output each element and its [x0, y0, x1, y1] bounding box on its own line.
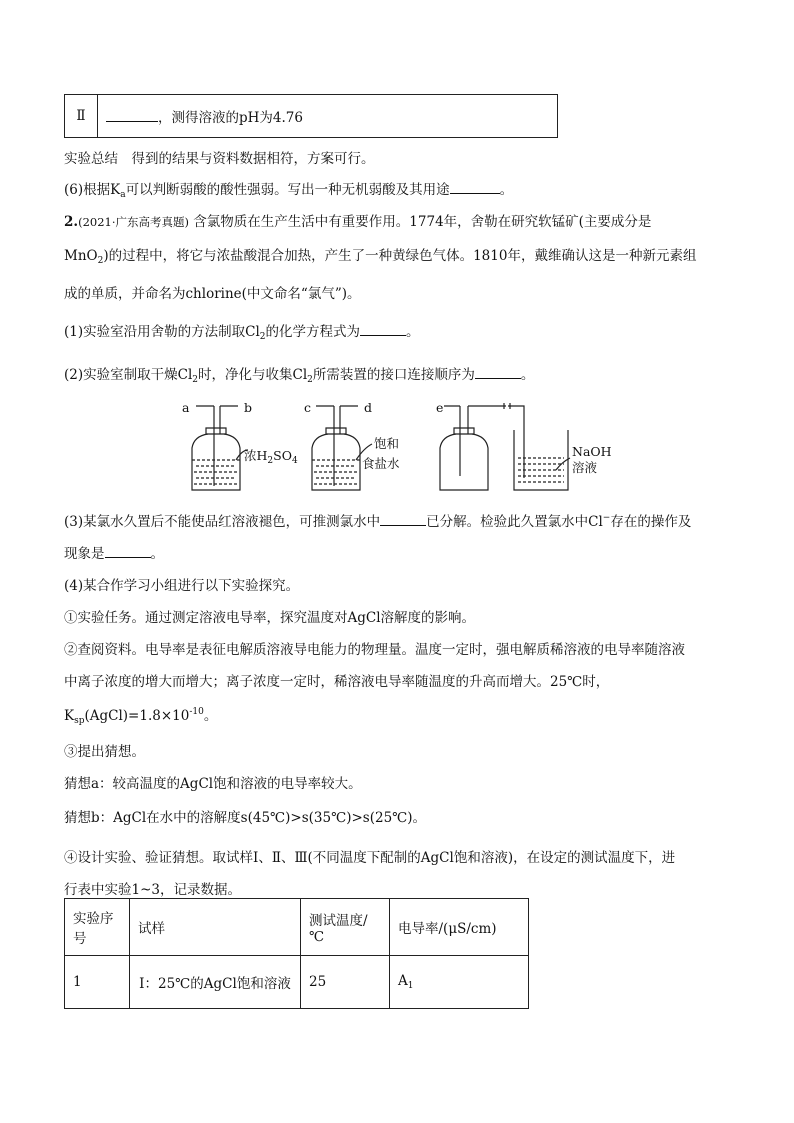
question-2-line1: 2.(2021·广东高考真题) 含氯物质在生产生活中有重要作用。1774年，舍勒在研究软锰矿(主要成分是	[64, 214, 652, 230]
cell-temp: 25	[301, 956, 390, 1009]
port-d: d	[364, 400, 373, 415]
cell-conductivity: $A_1$	[390, 956, 529, 1009]
header-sample: 试样	[130, 899, 301, 956]
label-conc-h2so4: 浓$H_2SO_4$	[244, 448, 298, 466]
answer-blank[interactable]	[380, 513, 426, 526]
part-4: (4)某合作学习小组进行以下实验探究。	[64, 578, 300, 594]
answer-blank[interactable]	[450, 181, 500, 194]
step-4-line2: 行表中实验1~3，记录数据。	[64, 882, 241, 898]
question-2-line3: 成的单质，并命名为chlorine(中文命名“氯气”)。	[64, 286, 361, 302]
label-solution: 溶液	[572, 460, 598, 475]
part-3-line1: (3)某氯水久置后不能使品红溶液褪色，可推测氯水中 已分解。检验此久置氯水中Cl−存在的操作及	[64, 513, 692, 530]
answer-blank[interactable]	[106, 109, 158, 122]
ksp-line: $K_{sp}(AgCl)=1.8\times 10^{-10}$。	[64, 707, 218, 726]
guess-b: 猜想b：AgCl在水中的溶解度s(45℃)>s(35℃)>s(25℃)。	[64, 810, 427, 826]
port-b: b	[244, 400, 253, 415]
question-source: (2021·广东高考真题)	[78, 215, 189, 229]
bottle-conc-h2so4	[192, 406, 240, 490]
summary-line: 实验总结 得到的结果与资料数据相符，方案可行。	[64, 151, 375, 167]
header-conductivity: 电导率/(μS/cm)	[390, 899, 529, 956]
bottle-collection	[440, 403, 524, 490]
table-row	[65, 956, 529, 1009]
port-e: e	[436, 400, 444, 415]
question-6: (6)根据$K_a$可以判断弱酸的酸性强弱。写出一种无机弱酸及其用途 。	[64, 182, 514, 200]
cell-no: 1	[65, 956, 130, 1009]
table-top-text-cell	[98, 95, 558, 138]
answer-blank[interactable]	[475, 366, 521, 379]
cell-sample: Ⅰ：25℃的AgCl饱和溶液	[130, 956, 301, 1009]
table-header-row	[65, 899, 529, 956]
port-c: c	[304, 400, 312, 415]
table-experiments	[64, 898, 529, 1009]
bottle-saturated-brine	[312, 406, 360, 490]
apparatus-diagram	[170, 398, 630, 498]
step-4-line1: ④设计实验、验证猜想。取试样Ⅰ、Ⅱ、Ⅲ(不同温度下配制的AgCl饱和溶液)，在设定的测试温度下，进	[64, 850, 676, 866]
question-2-line2: MnO$_2$)的过程中，将它与浓盐酸混合加热，产生了一种黄绿色气体。1810年，戴维确认这是一种新元素组	[64, 248, 697, 266]
answer-blank[interactable]	[105, 545, 151, 558]
part-2: (2)实验室制取干燥$Cl_2$时，净化与收集$Cl_2$所需装置的接口连接顺序为 。	[64, 367, 535, 385]
table-top-roman: Ⅱ	[65, 95, 98, 138]
step-3: ③提出猜想。	[64, 744, 145, 760]
beaker-naoh	[514, 430, 568, 490]
header-no: 实验序号	[65, 899, 130, 956]
step-2-line2: 中离子浓度的增大而增大；离子浓度一定时，稀溶液电导率随温度的升高而增大。25℃时，	[64, 674, 610, 690]
part-1: (1)实验室沿用舍勒的方法制取$Cl_2$的化学方程式为 。	[64, 324, 420, 342]
table-top-text: ，测得溶液的pH为4.76	[158, 110, 303, 126]
step-2-line1: ②查阅资料。电导率是表征电解质溶液导电能力的物理量。温度一定时，强电解质稀溶液的电导率随溶液	[64, 642, 685, 658]
port-a: a	[182, 400, 190, 415]
table-top	[64, 94, 558, 138]
label-saturated: 饱和	[374, 436, 400, 451]
label-brine: 食盐水	[362, 456, 400, 471]
label-naoh: NaOH	[572, 444, 612, 459]
header-temp: 测试温度/℃	[301, 899, 390, 956]
step-1: ①实验任务。通过测定溶液电导率，探究温度对AgCl溶解度的影响。	[64, 610, 476, 626]
answer-blank[interactable]	[360, 323, 406, 336]
guess-a: 猜想a：较高温度的AgCl饱和溶液的电导率较大。	[64, 776, 362, 792]
part-3-line2: 现象是 。	[64, 546, 164, 562]
